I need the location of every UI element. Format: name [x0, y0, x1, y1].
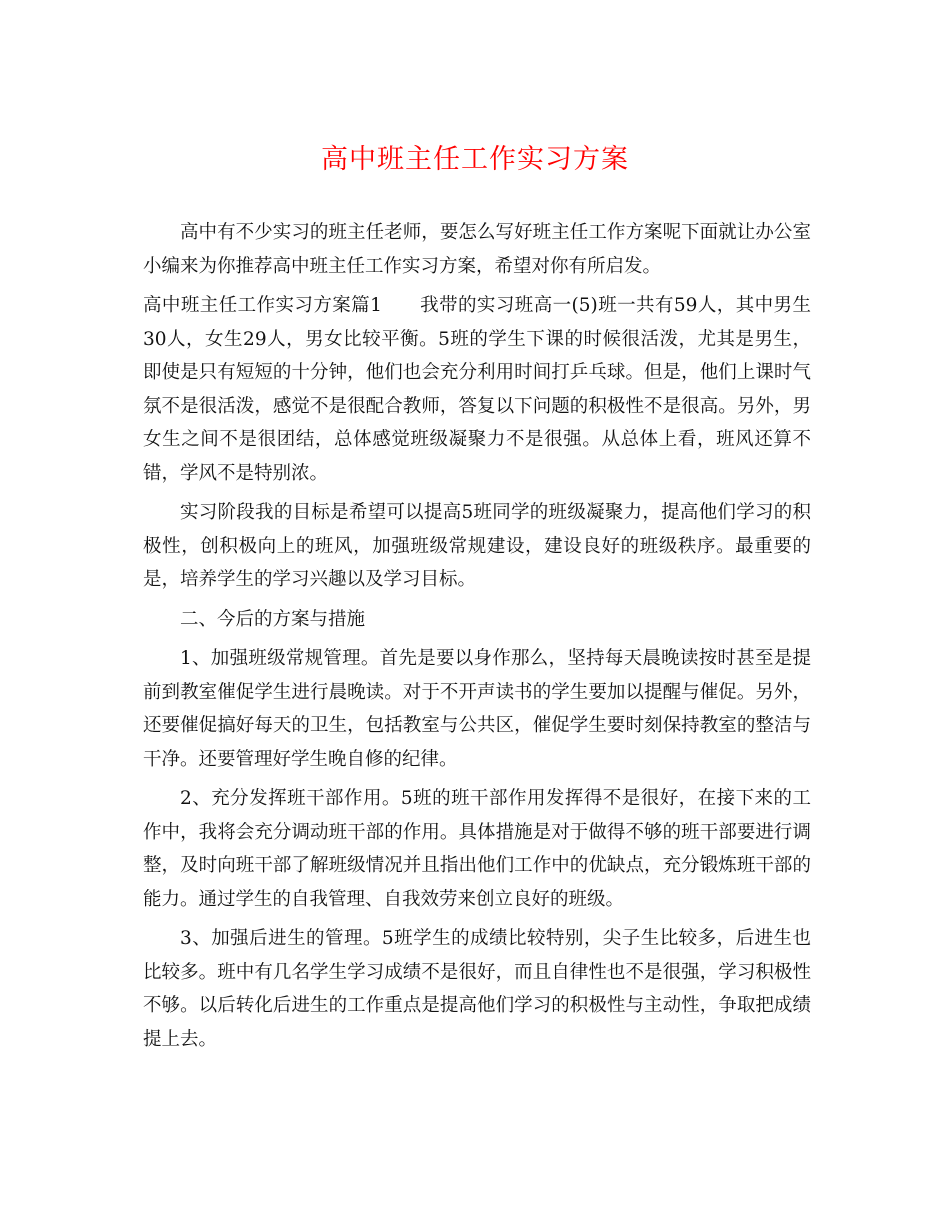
document-body	[143, 216, 811, 1062]
measure-paragraph-3: 3、加强后进生的管理。5班学生的成绩比较特别，尖子生比较多，后进生也比较多。班中有几名学生学习成绩不是很好，而且自律性也不是很强，学习积极性不够。以后转化后进生的工作重点是提高他们学习的积极性与主动性，争取把成绩提上去。	[143, 928, 811, 1050]
measure-paragraph-1: 1、加强班级常规管理。首先是要以身作那么，坚持每天晨晚读按时甚至是提前到教室催促学生进行晨晚读。对于不开声读书的学生要加以提醒与催促。另外，还要催促搞好每天的卫生，包括教室与公共区，催促学生要时刻保持教室的整洁与干净。还要管理好学生晚自修的纪律。	[143, 648, 811, 770]
measure-paragraph-2: 2、充分发挥班干部作用。5班的班干部作用发挥得不是很好，在接下来的工作中，我将会充分调动班干部的作用。具体措施是对于做得不够的班干部要进行调整，及时向班干部了解班级情况并且指出他们工作中的优缺点，充分锻炼班干部的能力。通过学生的自我管理、自我效劳来创立良好的班级。	[143, 788, 811, 910]
goal-paragraph: 实习阶段我的目标是希望可以提高5班同学的班级凝聚力，提高他们学习的积极性，创积极向上的班风，加强班级常规建设，建设良好的班级秩序。最重要的是，培养学生的学习兴趣以及学习目标。	[143, 502, 811, 590]
section-paragraph-1: 高中班主任工作实习方案篇1 我带的实习班高一(5)班一共有59人，其中男生30人，女生29人，男女比较平衡。5班的学生下课的时候很活泼，尤其是男生，即使是只有短短的十分钟，他们也会充分利用时间打乒乓球。但是，他们上课时气氛不是很活泼，感觉不是很配合教师，答复以下问题的积极性不是很高。另外，男女生之间不是很团结，总体感觉班级凝聚力不是很强。从总体上看，班风还算不错，学风不是特别浓。	[143, 295, 811, 484]
document-title: 高中班主任工作实习方案	[321, 144, 629, 175]
intro-paragraph: 高中有不少实习的班主任老师，要怎么写好班主任工作方案呢下面就让办公室小编来为你推荐高中班主任工作实习方案，希望对你有所启发。	[143, 222, 811, 277]
section-heading: 二、今后的方案与措施	[180, 608, 366, 630]
